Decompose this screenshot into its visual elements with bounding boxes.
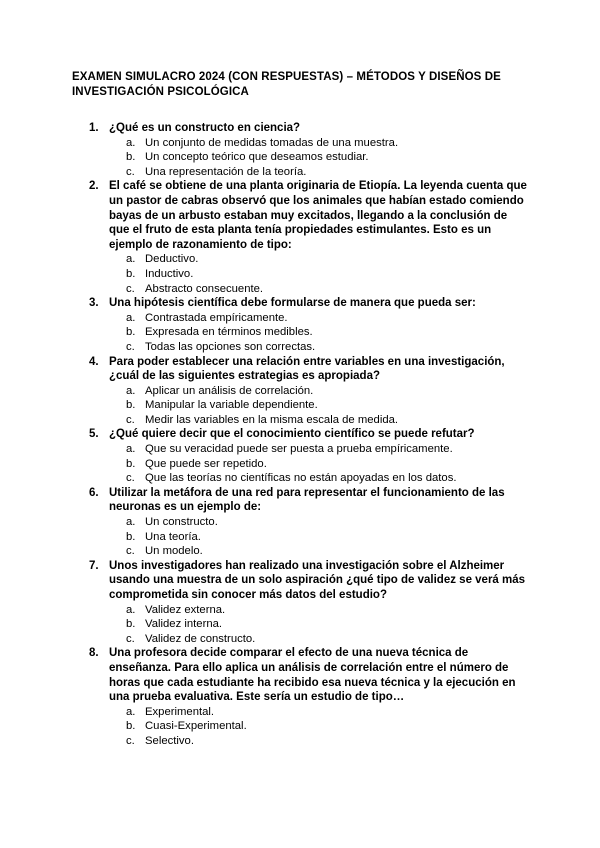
option-letter: a. (126, 253, 136, 266)
question-number: 5. (89, 428, 99, 441)
option-item (109, 340, 528, 355)
question-item (72, 296, 528, 354)
option-letter: b. (126, 326, 136, 339)
option-list (109, 136, 528, 180)
option-text: Medir las variables en la misma escala de medida. (145, 413, 399, 426)
option-text: Todas las opciones son correctas. (145, 340, 316, 353)
question-list (72, 121, 528, 749)
option-item (109, 544, 528, 559)
question-number: 4. (89, 355, 99, 368)
option-text: Manipular la variable dependiente. (145, 399, 318, 412)
option-text: Expresada en términos medibles. (145, 326, 313, 339)
option-letter: c. (126, 632, 135, 645)
option-item (109, 267, 528, 282)
question-text: Para poder establecer una relación entre variables en una investigación, ¿cuál de las siguientes estrategias es apropiada? (109, 355, 505, 383)
option-text: Validez de constructo. (145, 632, 256, 645)
question-text: Utilizar la metáfora de una red para representar el funcionamiento de las neuronas es un ejemplo de: (109, 486, 505, 514)
option-item (109, 413, 528, 428)
option-item (109, 632, 528, 647)
option-letter: a. (126, 136, 136, 149)
option-item (109, 530, 528, 545)
option-letter: a. (126, 384, 136, 397)
question-text: Una hipótesis científica debe formularse de manera que pueda ser: (109, 297, 476, 310)
option-item (109, 136, 528, 151)
question-item (72, 427, 528, 485)
option-letter: a. (126, 311, 136, 324)
option-text: Un conjunto de medidas tomadas de una muestra. (145, 136, 399, 149)
question-text: ¿Qué quiere decir que el conocimiento científico se puede refutar? (109, 428, 475, 441)
option-list (109, 705, 528, 749)
option-text: Validez externa. (145, 603, 226, 616)
option-letter: a. (126, 603, 136, 616)
option-text: Inductivo. (145, 267, 194, 280)
option-text: Aplicar un análisis de correlación. (145, 384, 314, 397)
question-number: 7. (89, 559, 99, 572)
option-text: Cuasi-Experimental. (145, 720, 247, 733)
question-text: ¿Qué es un constructo en ciencia? (109, 122, 301, 134)
option-text: Experimental. (145, 705, 215, 718)
option-list (109, 311, 528, 355)
option-item (109, 442, 528, 457)
option-item (109, 719, 528, 734)
question-text: Unos investigadores han realizado una investigación sobre el Alzheimer usando una muestra de un solo aspiración ¿qué tipo de validez se verá más comprometida sin conocer más datos del estudio? (109, 559, 526, 601)
option-letter: b. (126, 457, 136, 470)
option-list (109, 252, 528, 296)
option-text: Que puede ser repetido. (145, 457, 267, 470)
option-text: Selectivo. (145, 734, 194, 747)
document-title: EXAMEN SIMULACRO 2024 (CON RESPUESTAS) – MÉTODOS Y DISEÑOS DE INVESTIGACIÓN PSICOLÓGICA (72, 71, 501, 98)
option-letter: c. (126, 340, 135, 353)
option-text: Contrastada empíricamente. (145, 311, 288, 324)
option-text: Que su veracidad puede ser puesta a prueba empíricamente. (145, 443, 453, 456)
option-item (109, 457, 528, 472)
option-letter: b. (126, 530, 136, 543)
question-item (72, 355, 528, 428)
option-text: Validez interna. (145, 618, 223, 631)
option-letter: c. (126, 165, 135, 178)
option-item (109, 311, 528, 326)
option-list (109, 515, 528, 559)
option-item (109, 165, 528, 180)
option-letter: b. (126, 267, 136, 280)
question-number: 8. (89, 647, 99, 660)
question-item (72, 179, 528, 296)
option-text: Deductivo. (145, 253, 199, 266)
option-item (109, 282, 528, 297)
option-letter: c. (126, 545, 135, 558)
option-letter: c. (126, 282, 135, 295)
question-item (72, 646, 528, 748)
option-list (109, 384, 528, 428)
option-item (109, 252, 528, 267)
option-text: Una teoría. (145, 530, 201, 543)
option-letter: b. (126, 720, 136, 733)
option-text: Un constructo. (145, 516, 218, 529)
option-letter: c. (126, 472, 135, 485)
option-item (109, 150, 528, 165)
option-item (109, 515, 528, 530)
option-letter: a. (126, 516, 136, 529)
question-item (72, 486, 528, 559)
question-number: 3. (89, 297, 99, 310)
option-letter: b. (126, 618, 136, 631)
option-item (109, 398, 528, 413)
option-list (109, 603, 528, 647)
option-letter: c. (126, 413, 135, 426)
option-item (109, 471, 528, 486)
question-number: 1. (89, 122, 99, 134)
option-item (109, 705, 528, 720)
question-item (72, 559, 528, 647)
option-letter: c. (126, 734, 135, 747)
option-text: Abstracto consecuente. (145, 282, 264, 295)
option-text: Una representación de la teoría. (145, 165, 307, 178)
question-text: Una profesora decide comparar el efecto de una nueva técnica de enseñanza. Para ello aplica un análisis de correlación entre el número de horas que cada estudiante ha recibido esa nueva técnica y la ejecución en una prueba evaluativa. Este sería un estudio de tipo… (109, 647, 516, 704)
option-item (109, 325, 528, 340)
option-letter: b. (126, 399, 136, 412)
option-item (109, 617, 528, 632)
option-item (109, 734, 528, 749)
option-text: Un concepto teórico que deseamos estudiar. (145, 151, 369, 164)
option-item (109, 384, 528, 399)
option-text: Un modelo. (145, 545, 203, 558)
option-letter: b. (126, 151, 136, 164)
question-item (72, 121, 528, 179)
question-number: 6. (89, 486, 99, 499)
option-letter: a. (126, 443, 136, 456)
option-letter: a. (126, 705, 136, 718)
option-text: Que las teorías no científicas no están apoyadas en los datos. (145, 472, 457, 485)
option-item (109, 603, 528, 618)
question-number: 2. (89, 180, 99, 193)
question-text: El café se obtiene de una planta originaria de Etiopía. La leyenda cuenta que un pastor de cabras observó que los animales que habían estado comiendo bayas de un arbusto estaban muy excitados, llegando a la conclusión de que el fruto de esta planta tenía propiedades estimulantes. Esto es un ejemplo de razonamiento de tipo: (109, 180, 527, 251)
option-list (109, 442, 528, 486)
